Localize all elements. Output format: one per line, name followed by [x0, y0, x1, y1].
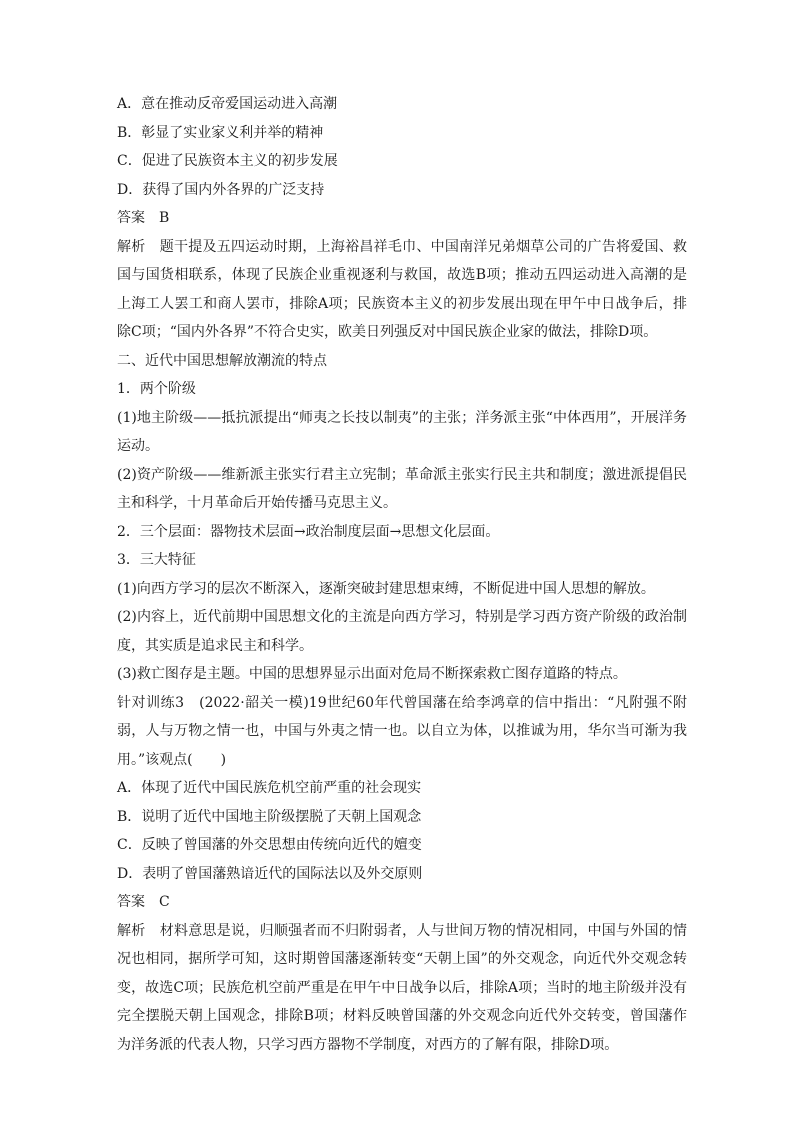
q3-answer: 答案 C: [117, 894, 170, 910]
q1-option-c: C．促进了民族资本主义的初步发展: [117, 153, 338, 169]
q1-option-b: B．彰显了实业家义利并举的精神: [117, 124, 324, 141]
question-3-options: [117, 774, 687, 888]
q1-analysis: 解析 题干提及五四运动时期，上海裕昌祥毛巾、中国南洋兄弟烟草公司的广告将爱国、救国与国货相联系，体现了民族企业重视逐利与救国，故选B项；推动五四运动进入高潮的是上海工人罢工和商人罢市，排除A项；民族资本主义的初步发展出现在甲午中日战争后，排除C项；“国内外各界”不符合史实，欧美日列强反对中国民族企业家的做法，排除D项。: [117, 238, 687, 340]
section-2-part-3-item-2: (2)内容上，近代前期中国思想文化的主流是向西方学习，特别是学习西方资产阶级的政治制度，其实质是追求民主和科学。: [117, 609, 687, 654]
q3-analysis: 解析 材料意思是说，归顺强者而不归附弱者，人与世间万物的情况相同，中国与外国的情况也相同，据所学可知，这时期曾国藩逐渐转变“天朝上国”的外交观念，向近代外交观念转变，故选C项；民族危机空前严重是在甲午中日战争以后，排除A项；当时的地主阶级并没有完全摆脱天朝上国观念，排除B项；材料反映曾国藩的外交观念向近代外交转变，曾国藩作为洋务派的代表人物，只学习西方器物不学制度，对西方的了解有限，排除D项。: [117, 922, 687, 1053]
q3-option-a: A．体现了近代中国民族危机空前严重的社会现实: [117, 780, 422, 796]
q1-answer: 答案 B: [117, 210, 170, 226]
q3-option-c: C．反映了曾国藩的外交思想由传统向近代的嬗变: [117, 837, 422, 853]
section-2-part-1-item-1: (1)地主阶级——抵抗派提出“师夷之长技以制夷”的主张；洋务派主张“中体西用”，开展洋务运动。: [117, 409, 687, 454]
section-2-heading: 二、近代中国思想解放潮流的特点: [117, 352, 327, 369]
section-2-part-3-item-1: (1)向西方学习的层次不断深入，逐渐突破封建思想束缚，不断促进中国人思想的解放。: [117, 580, 655, 597]
q3-option-b: B．说明了近代中国地主阶级摆脱了天朝上国观念: [117, 808, 422, 825]
q3-stem: 针对训练3 (2022·韶关一模)19世纪60年代曾国藩在给李鸿章的信中指出：“凡附强不附弱，人与万物之情一也，中国与外夷之情一也。以自立为体，以推诚为用，华尔当可渐为我用。”该观点( ): [117, 694, 687, 768]
q3-option-d: D．表明了曾国藩熟谙近代的国际法以及外交原则: [117, 865, 423, 882]
question-1-options: [117, 90, 687, 204]
section-2-part-3-title: 3．三大特征: [117, 552, 196, 568]
document-content: [117, 90, 687, 1059]
q1-option-d: D．获得了国内外各界的广泛支持: [117, 181, 325, 198]
section-2-part-1-item-2: (2)资产阶级——维新派主张实行君主立宪制；革命派主张实行民主共和制度；激进派提倡民主和科学，十月革命后开始传播马克思主义。: [117, 466, 687, 511]
section-2-part-3-item-3: (3)救亡图存是主题。中国的思想界显示出面对危局不断探索救亡图存道路的特点。: [117, 666, 627, 682]
q1-option-a: A．意在推动反帝爱国运动进入高潮: [117, 96, 338, 112]
section-2-part-2: 2．三个层面：器物技术层面→政治制度层面→思想文化层面。: [117, 523, 500, 540]
section-2-part-1-title: 1．两个阶级: [117, 381, 196, 397]
